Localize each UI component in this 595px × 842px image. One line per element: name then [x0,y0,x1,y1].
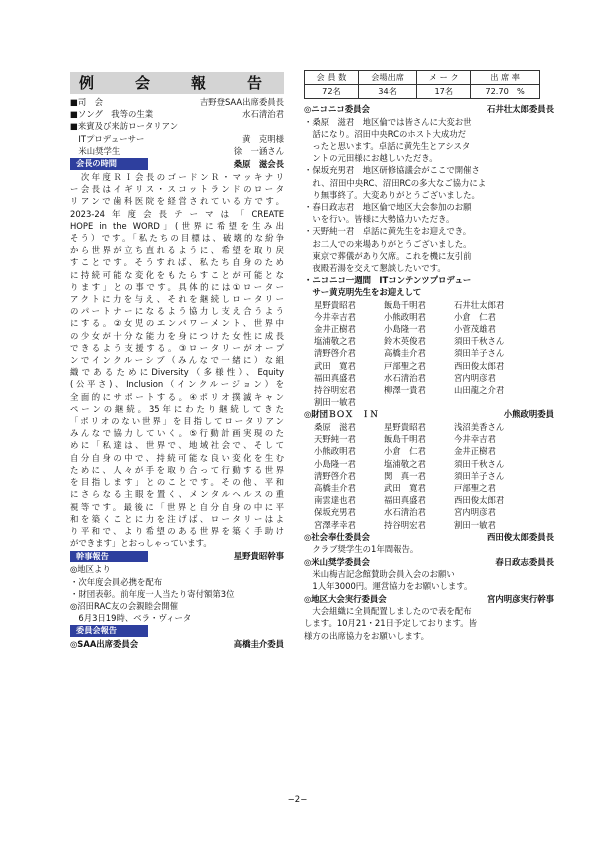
member-name: 持谷明宏君 [314,385,356,396]
social-text [304,543,554,555]
text-line: 夜殿若湯を交えて懇談したいです。 [304,263,446,274]
member-name: 小島隆一君 [384,324,426,335]
text-line: すことです。そうすれば、私たち自身のため [70,257,284,268]
foundation-chair: 小熊政明委員 [503,409,554,420]
secretary-tag: 幹事報告 [70,551,148,563]
nikoniko-header [304,103,554,116]
member-name: 高橋圭介君 [314,483,356,494]
member-name: 清野啓介君 [314,470,356,481]
text-line: ・桑原 滋君 地区倫では皆さんに大変お世 [304,116,472,127]
member-name: 福田真盛君 [314,372,356,383]
member-name: 水石清治君 [384,372,426,383]
text-line: お二人での来場ありがとうございました。 [304,238,472,249]
role-row [70,108,284,120]
president-speaker: 桑原 滋会長 [233,159,284,170]
text-line: 和を築くことに力を注げば、ロータリーはよ [70,513,284,524]
attendance-value-cell: 72名 [305,85,359,99]
text-line: 東京で葬儀があり欠席。これを機に友引前 [304,250,472,261]
foundation-names [304,421,554,531]
attendance-value-row [305,85,540,99]
member-name: 今井幸吉君 [454,434,496,445]
member-name: 飯島千明君 [384,299,426,310]
text-line: HOPE in the WORD」(世界に希望を生み出 [70,220,284,231]
member-name: 須田羊子さん [454,348,505,359]
member-name: 天野純一君 [314,434,356,445]
member-name: 小菅茂雄君 [454,324,496,335]
role-row [70,133,284,145]
member-name: 今井幸吉君 [314,311,356,322]
text-line: 全面的にサポートする。④ポリオ撲滅キャン [70,391,284,402]
committee-tag: 委員会報告 [70,625,148,637]
text-line: のパートナーになるよう協力し支え合うよう [70,306,284,317]
member-name: 桑原 滋君 [314,422,356,433]
text-line: ・春日政志君 地区倫で地区大会参加のお願 [304,202,472,213]
member-name: 宮澤孝幸君 [314,519,356,530]
role-row [70,120,284,132]
role-value: 黄 克明様 [242,133,284,144]
text-line: そう）です。「私たちの目標は、破壊的な紛争 [70,233,284,244]
text-line: 様方の出席協力をお願いします。 [304,630,429,641]
president-section-header [70,158,284,170]
nikoniko-week-title: ・ニコニコ一週間 ITコンテンツプロデュー [304,275,472,286]
member-name: 武田 寛君 [314,360,356,371]
text-line: 視等です。最後に「世界と自分自身の中に平 [70,501,284,512]
member-name: 保坂充男君 [314,507,356,518]
text-line: します。10月21・21日予定しております。皆 [304,618,478,629]
member-name: 宮内明彦君 [454,507,496,518]
member-name: 金井正樹君 [314,324,356,335]
member-name: 南雲達也君 [314,495,356,506]
member-name: 浅沼美香さん [454,422,505,433]
member-name: 須田千秋さん [454,336,505,347]
secretary-speaker: 星野貴昭幹事 [233,551,284,562]
foundation-title: ◎財団ＢＯＸ ＩＮ [304,409,379,420]
member-name: 福田真盛君 [384,495,426,506]
report-banner: 例 会 報 告 [70,72,284,94]
role-row [70,96,284,108]
text-line: リアンで歯科医院を経営されている方です。 [70,196,284,207]
secretary-section-header [70,550,284,562]
member-name: 西田俊太郎君 [454,360,505,371]
yoneyama-chair: 春日政志委員長 [495,556,554,567]
text-line: 2023-24年度会長テーマは「CREATE [70,208,284,219]
text-line: ったと思います。卓話に黄先生とアシスタ [304,141,471,151]
nikoniko-chair: 石井壮太郎委員長 [487,104,554,114]
text-line: 次年度ＲＩ会長のゴードンＲ・マッキナリ [70,172,284,183]
member-name: 星野貴昭君 [384,422,426,433]
left-column [70,72,284,650]
text-line: アクトに力を与え、それを継続しロータリー [70,294,284,305]
attendance-header-cell: 会 員 数 [305,71,359,85]
text-line: 自分自身の中で、持続可能な良い変化を生む [70,452,284,463]
text-line: 6月3日19時、ベラ・ヴィータ [70,613,192,624]
member-name: 塩浦敬之君 [314,336,356,347]
yoneyama-title: ◎米山奨学委員会 [304,556,370,567]
social-chair: 西田俊太郎委員長 [487,531,554,542]
nikoniko-text [304,116,554,275]
district-text [304,605,554,642]
text-line: めに「私達は、世界で、地域社会で、そして [70,440,284,451]
saa-committee-name: ◎SAA出席委員会 [70,638,139,649]
member-name: 割田一敏君 [314,397,356,408]
saa-committee-person: 高橋圭介委員 [233,638,284,649]
committee-section-header [70,625,284,637]
president-text [70,171,284,549]
role-value: 徐 一涵さん [233,145,284,156]
member-name: 小熊政明君 [314,446,356,457]
text-line: ントの元田様にお越しいただき。 [304,153,438,164]
role-value: 水石清治君 [242,109,284,120]
member-name: 小熊政明君 [384,311,426,322]
member-name: 水石清治君 [384,507,426,518]
text-line: クラブ奨学生の1年間報告。 [304,544,419,555]
text-line: れ、沼田中央RC、沼田RCの多大なご協力によ [304,177,487,188]
role-label: ■ソング 我等の生業 [70,109,154,120]
text-line: ります」との事です。具体的には①ローター [70,281,284,292]
role-label: ■来賓及び来訪ロータリアン [70,121,179,132]
member-name: 須田羊子さん [454,470,505,481]
secretary-text [70,563,284,624]
member-name: 清野啓介君 [314,348,356,359]
district-title: ◎地区大会実行委員会 [304,593,387,604]
role-value: 吉野登SAA出席委員長 [199,97,284,107]
text-line: 「ポリオのない世界」を目指してロータリアン [70,416,284,427]
text-line: ペーンの継続。35年にわたり継続してきた [70,403,284,414]
attendance-header-cell: 出 席 率 [471,71,540,85]
text-line: にさらなる主眼を置く、メンタルヘルスの重 [70,489,284,500]
president-tag: 会長の時間 [70,158,148,170]
role-label: ITプロデューサー [70,133,145,144]
attendance-header-row [305,71,540,85]
text-line: り無事終了。大変ありがとうございました。 [304,189,480,200]
member-name: 宮内明彦君 [454,372,496,383]
text-line: ◎沼田RAC友の会親睦会開催 [70,600,178,611]
right-column [304,70,554,642]
text-line: いを行い。皆様に大勢協力いただき。 [304,214,455,225]
role-label: ■司 会 [70,97,104,107]
member-name: 小島隆一君 [314,458,356,469]
member-name: 戸部聖之君 [454,483,496,494]
text-line: ・保坂充男君 地区研修協議会がここで開催さ [304,165,480,176]
nikoniko-title: ◎ニコニコ委員会 [304,104,370,114]
text-line: 織であるためにDiversity（多様性）、Equity [70,367,284,378]
member-name: 柳澤一貴君 [384,385,426,396]
role-label: 米山奨学生 [70,145,121,156]
attendance-value-cell: 17名 [417,85,471,99]
text-line: の少女が十分な能力を身につけた女性に成長 [70,330,284,341]
text-line: ・財団表彰。前年度一人当たり寄付額第3位 [70,588,235,599]
member-name: 関 真一君 [384,470,426,481]
text-line: 話になり。沼田中央RCのホスト大成功だ [304,128,466,139]
attendance-header-cell: 会場出席 [358,71,416,85]
page-number: −2− [287,795,308,805]
attendance-value-cell: 72.70 % [471,85,540,99]
text-line: (公平さ)、Inclusion（インクルージョン）を [70,379,284,390]
text-line: ・次年度会員必携を配布 [70,576,163,587]
member-name [454,396,520,408]
member-name: 小倉 仁君 [384,446,426,457]
member-name: 戸部聖之君 [384,360,426,371]
roles-list [70,96,284,157]
text-line: にする。②女児のエンパワーメント、世界中 [70,318,284,329]
member-name: 鈴木英俊君 [384,336,426,347]
attendance-header-cell: メ ー ク [417,71,471,85]
member-name [384,396,450,408]
member-name: 金井正樹君 [454,446,496,457]
member-name: 小倉 仁君 [454,311,496,322]
member-name: 持谷明宏君 [384,519,426,530]
text-line: から世界が立ち直れるように、希望を取り戻 [70,245,284,256]
text-line: ◎地区より [70,564,111,575]
member-name: 武田 寛君 [384,483,426,494]
text-line: ために、人々が手を取り合って行動する世界 [70,464,284,475]
text-line: り平和で、より希望のある世界を築く手助け [70,525,284,536]
member-name: 西田俊太郎君 [454,495,505,506]
text-line: ・天野純一君 卓話に黄先生をお迎えでき。 [304,226,472,237]
foundation-header [304,408,554,421]
role-row [70,145,284,157]
member-name: 高橋圭介君 [384,348,426,359]
nikoniko-week-title-2: サー黄克明先生をお迎えして [304,287,422,298]
text-line: に持続可能な変化をもたらすことが可能とな [70,269,284,280]
attendance-table [304,70,540,99]
text-line: みんなで協力していく。⑤行動計画実現のた [70,428,284,439]
member-name: 割田一敏君 [454,519,496,530]
text-line: ー会長はイギリス・スコットランドのロータ [70,184,284,195]
member-name: 星野貴昭君 [314,299,356,310]
text-line: 米山梅吉記念館賛助会員入会のお願い [304,569,455,580]
district-header [304,593,554,606]
yoneyama-header [304,556,554,569]
attendance-value-cell: 34名 [358,85,416,99]
text-line: できるよう支援する。③ロータリーがオープ [70,342,284,353]
district-chair: 宮内明彦実行幹事 [487,593,554,604]
text-line: 1人年3000円。運営協力をお願いします。 [304,581,473,592]
text-line: ンでインクルーシブ（みんなで一緒に）な組 [70,355,284,366]
member-name: 須田千秋さん [454,458,505,469]
member-name: 石井壮太郎君 [454,299,505,310]
social-title: ◎社会奉仕委員会 [304,531,370,542]
yoneyama-text [304,568,554,592]
member-name: 塩浦敬之君 [384,458,426,469]
saa-committee-row [70,638,284,651]
social-header [304,531,554,544]
text-line: を目指します」とのことです。その他、平和 [70,477,284,488]
member-name: 山田龍之介君 [454,385,505,396]
nikoniko-names [304,299,554,409]
member-name: 飯島千明君 [384,434,426,445]
text-line: 大会組織に全員配置しましたので表を配布 [304,606,472,617]
text-line: ができます」とおっしゃっています。 [70,538,212,549]
